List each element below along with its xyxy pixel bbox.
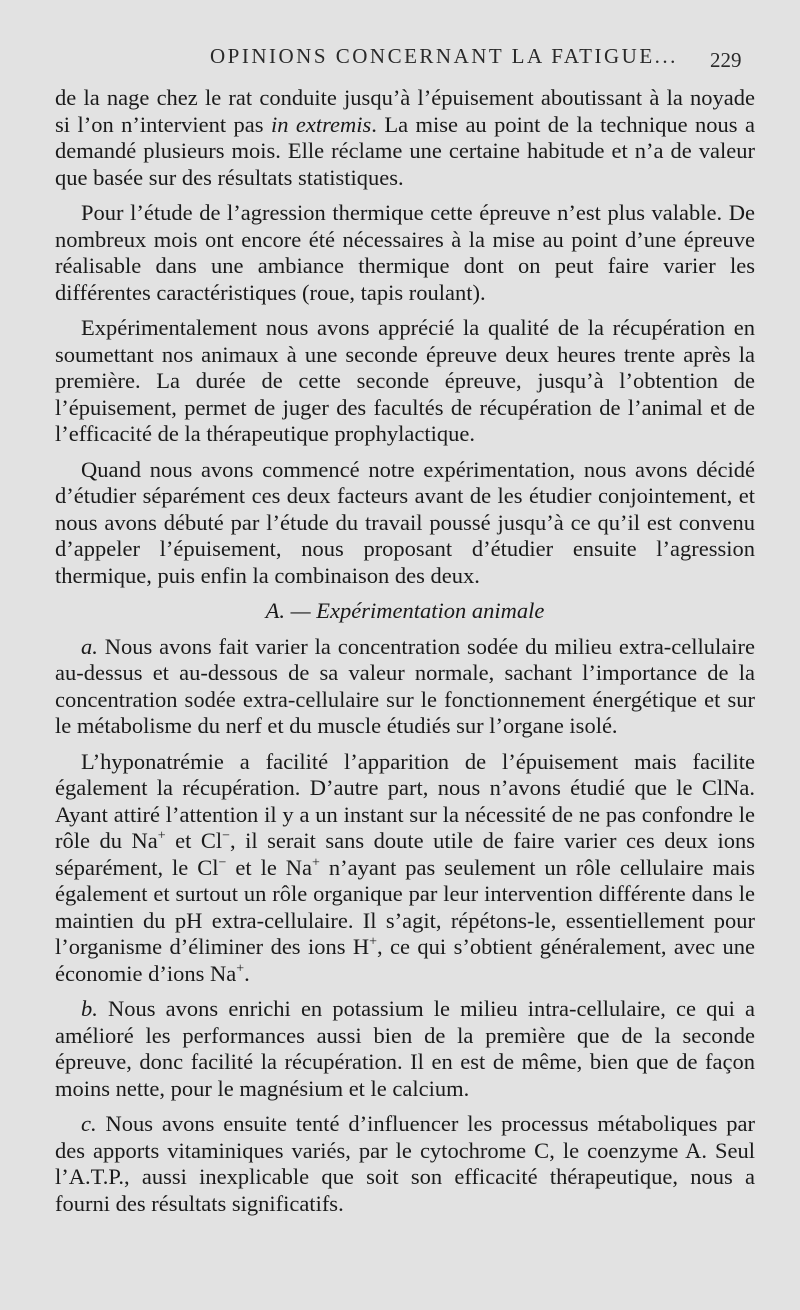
paragraph-3: Expérimentalement nous avons apprécié la qualité de la récupération en soumettant nos animaux à une seconde épreuve deux heures trente après la première. La durée de cette seconde épreuve, jusqu’à l’obtention de l’épuisement, permet de juger des facultés de récupération de l’animal et de l’efficacité de la thérapeutique prophylactique.	[55, 315, 755, 446]
section-heading: A. — Expérimentation animale	[265, 598, 545, 623]
paragraph-hyponatremie: L’hyponatrémie a facilité l’apparition de l’épuisement mais facilite également la récupération. D’autre part, nous n’avons étudié que le ClNa. Ayant attiré l’attention il y a un instant sur la nécessité de ne pas confondre le rôle du Na+ et Cl−, il serait sans doute utile de faire varier ces deux ions séparément, le Cl− et le Na+ n’ayant pas seulement un rôle cellulaire mais également et surtout un rôle organique par leur intervention différente dans le maintien du pH extra-cellulaire. Il s’agit, répétons-le, essentiellement pour l’organisme d’éliminer des ions H+, ce qui s’obtient généralement, avec une économie d’ions Na+.	[55, 748, 756, 986]
paragraph-b: b. Nous avons enrichi en potassium le milieu intra-cellulaire, ce qui a amélioré les performances aussi bien de la première que de la seconde épreuve, donc facilité la récupération. Il en est de même, bien que de façon moins nette, pour le magnésium et le calcium.	[55, 996, 755, 1101]
paragraph-a: a. Nous avons fait varier la concentration sodée du milieu extra-cellulaire au-dessus et au-dessous de sa valeur normale, sachant l’importance de la concentration sodée extra-cellulaire sur le fonctionnement énergétique et sur le métabolisme du nerf et du muscle étudiés sur l’organe isolé.	[55, 633, 755, 738]
running-head	[0, 38, 800, 74]
paragraph-4: Quand nous avons commencé notre expérimentation, nous avons décidé d’étudier séparément ces deux facteurs avant de les étudier conjointement, et nous avons débuté par l’étude du travail poussé jusqu’à ce qu’il est convenu d’appeler l’épuisement, nous proposant d’étudier ensuite l’agression thermique, puis enfin la combinaison des deux.	[55, 456, 755, 588]
page-number: 229	[710, 48, 742, 72]
paragraph-1: de la nage chez le rat conduite jusqu’à l’épuisement aboutissant à la noyade si l’on n’intervient pas in extremis. La mise au point de la technique nous a demandé plusieurs mois. Elle réclame une certaine habitude et n’a de valeur que basée sur des résultats statistiques.	[55, 85, 755, 190]
paragraph-2: Pour l’étude de l’agression thermique cette épreuve n’est plus valable. De nombreux mois ont encore été nécessaires à la mise au point d’une épreuve réalisable dans une ambiance thermique dont on peut faire varier les différentes caractéristiques (roue, tapis roulant).	[55, 200, 755, 305]
running-title: OPINIONS CONCERNANT LA FATIGUE...	[210, 44, 678, 68]
paragraph-c: c. Nous avons ensuite tenté d’influencer les processus métaboliques par des apports vitaminiques variés, par le cytochrome C, le coenzyme A. Seul l’A.T.P., aussi inexplicable que soit son efficacité thérapeutique, nous a fourni des résultats significatifs.	[55, 1111, 755, 1216]
body-text	[55, 85, 755, 1226]
